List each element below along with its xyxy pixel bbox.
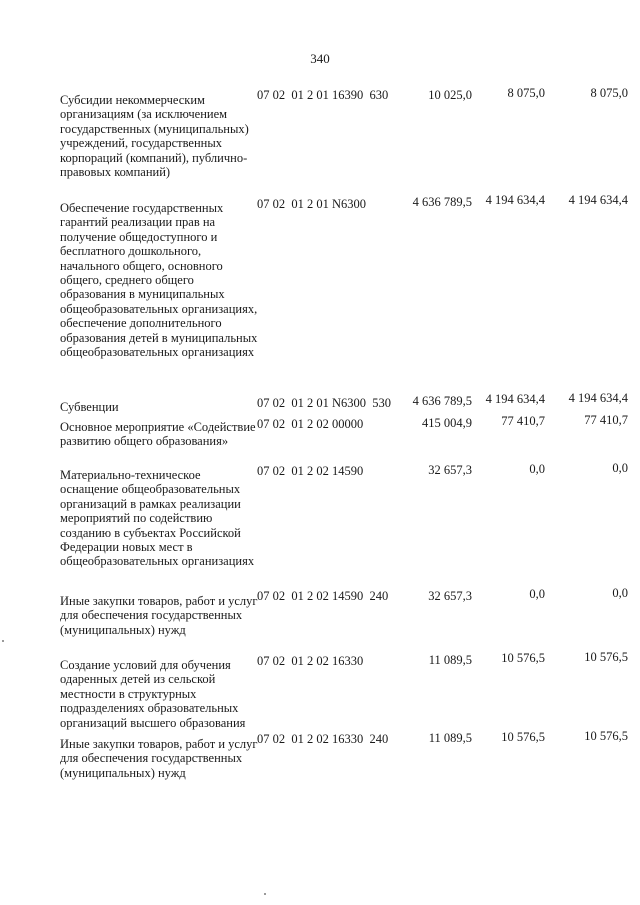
row-name: Обеспечение государственных гарантий реализации прав на получение общедоступного и бесплатного дошкольного, начального общего, основного общего, среднего общего образования в муниципальных общеобразовательных организациях, обеспечение дополнительного образования детей в муниципальных общеобразовательных организациях [60,201,258,360]
row-name: Субвенции [60,400,119,414]
row-value-year-3: 10 576,5 [584,650,628,664]
row-value-year-2: 4 194 634,4 [485,392,545,406]
row-code: 07 02 01 2 02 00000 [257,417,364,431]
row-value-year-3: 8 075,0 [590,86,628,100]
page-number: 340 [310,51,330,66]
row-value-year-1: 4 636 789,5 [412,195,472,209]
row-value-year-3: 0,0 [612,461,628,475]
row-value-year-3: 77 410,7 [584,413,628,427]
row-value-year-1: 11 089,5 [428,731,472,745]
row-value-year-3: 0,0 [612,586,628,600]
row-value-year-3: 4 194 634,4 [568,193,628,207]
row-value-year-1: 415 004,9 [422,416,472,430]
row-value-year-2: 77 410,7 [501,414,545,428]
row-value-year-1: 10 025,0 [428,88,472,102]
row-value-year-3: 4 194 634,4 [568,391,628,405]
row-name: Иные закупки товаров, работ и услуг для обеспечения государственных (муниципальных) нужд [60,594,258,637]
scan-mark [264,893,266,895]
row-name: Материально-техническое оснащение общеобразовательных организаций в рамках реализации мероприятий по содействию созданию в субъектах Российской Федерации новых мест в общеобразовательных организациях [60,468,255,569]
row-value-year-2: 10 576,5 [501,730,545,744]
row-code: 07 02 01 2 02 16330 240 [257,732,389,746]
row-name: Создание условий для обучения одаренных детей из сельской местности в структурных подразделениях образовательных организаций высшего образования [60,658,246,730]
row-value-year-1: 4 636 789,5 [412,394,472,408]
row-name: Субсидии некоммерческим организациям (за исключением государственных (муниципальных) учреждений, государственных корпораций (компаний), публично-правовых компаний) [60,93,249,180]
row-value-year-2: 0,0 [529,462,545,476]
row-value-year-1: 32 657,3 [428,463,472,477]
row-value-year-1: 11 089,5 [428,653,472,667]
row-code: 07 02 01 2 01 16390 630 [257,88,389,102]
row-code: 07 02 01 2 02 16330 [257,654,364,668]
row-value-year-2: 4 194 634,4 [485,193,545,207]
row-value-year-1: 32 657,3 [428,589,472,603]
row-code: 07 02 01 2 02 14590 240 [257,589,389,603]
row-code: 07 02 01 2 01 N6300 [257,197,367,211]
row-name: Иные закупки товаров, работ и услуг для обеспечения государственных (муниципальных) нужд [60,737,258,780]
scan-mark [2,640,4,642]
row-code: 07 02 01 2 01 N6300 530 [257,396,392,410]
row-value-year-2: 10 576,5 [501,651,545,665]
row-value-year-2: 0,0 [529,587,545,601]
row-code: 07 02 01 2 02 14590 [257,464,364,478]
row-name: Основное мероприятие «Содействие развитию общего образования» [60,420,256,449]
row-value-year-3: 10 576,5 [584,729,628,743]
row-value-year-2: 8 075,0 [507,86,545,100]
